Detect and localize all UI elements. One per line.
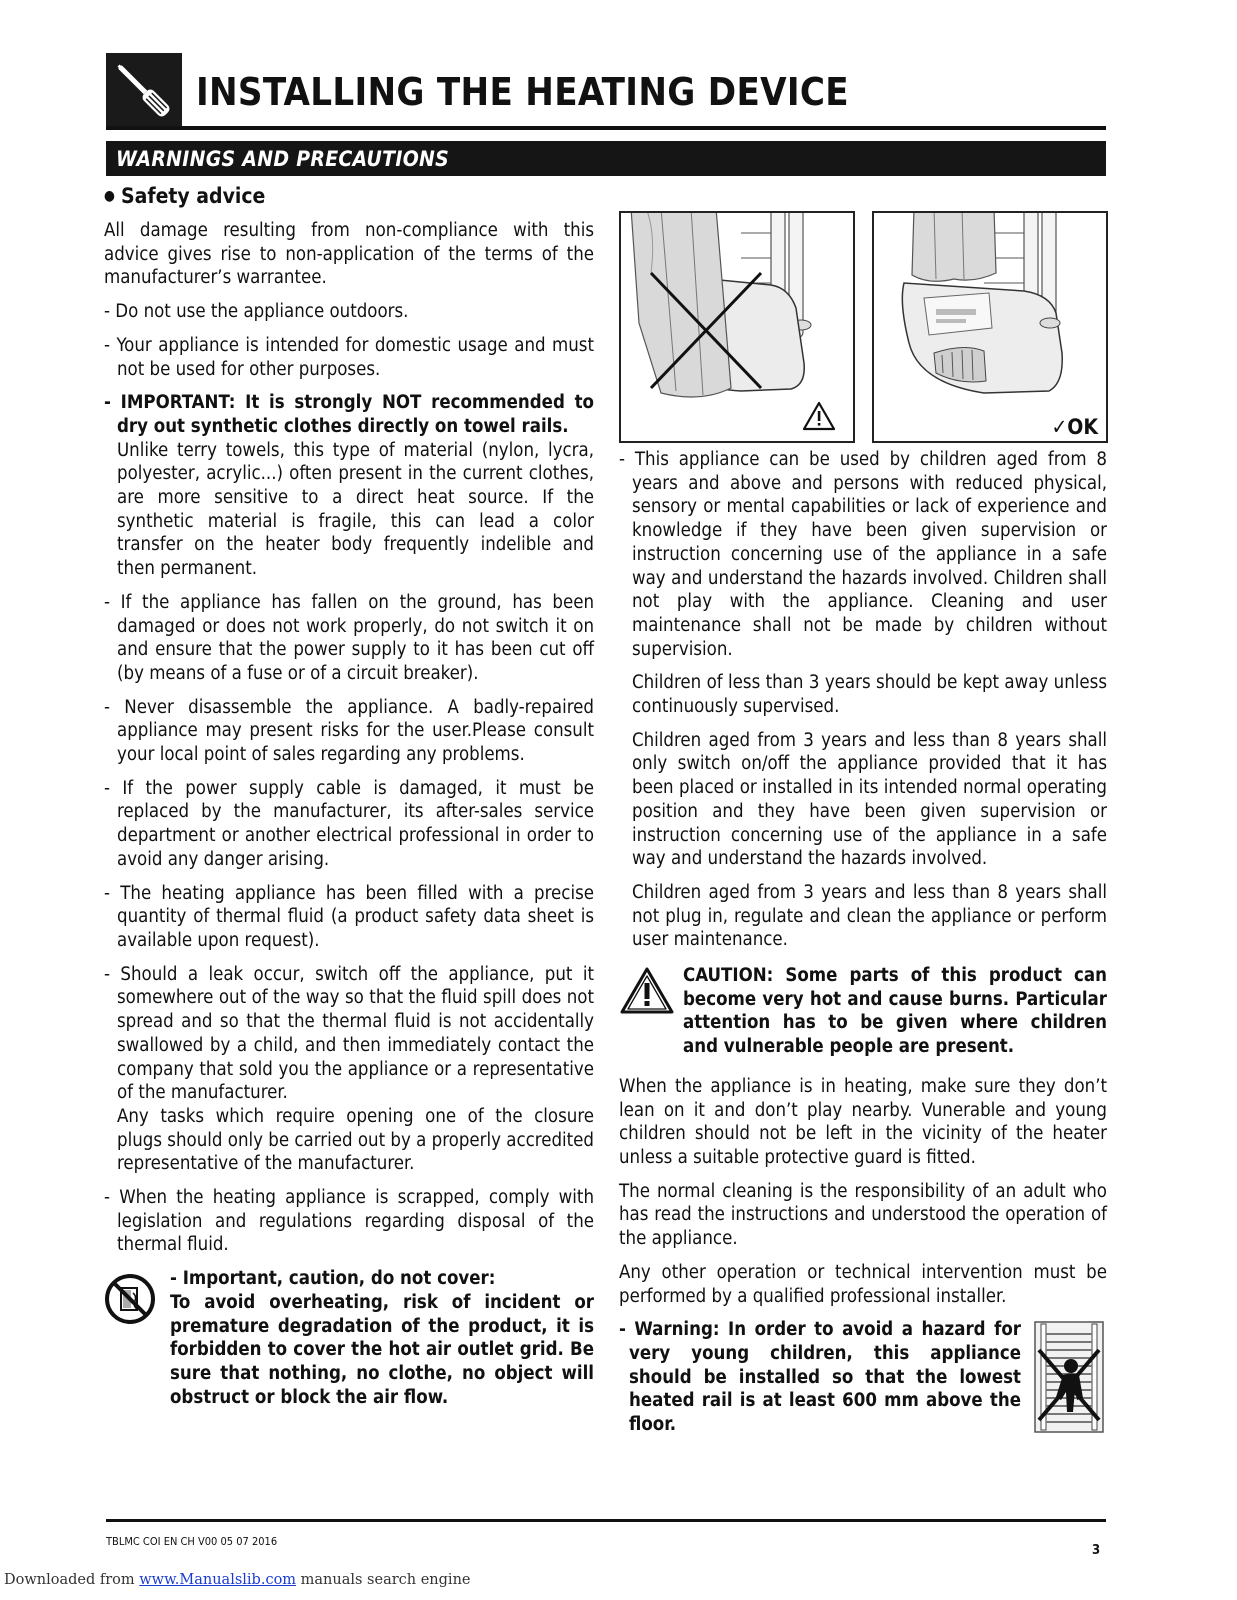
- do-not-cover-block: [104, 1267, 594, 1409]
- page-number: 3: [1092, 1543, 1101, 1558]
- heating-paragraph: When the appliance is in heating, make sure they don’t lean on it and don’t play nearby. Vunerable and young children should not be left in the vicinity of the heater unless a suitable protective guard is fitted.: [619, 1075, 1107, 1168]
- caution-text: CAUTION: Some parts of this product can become very hot and cause burns. Particular attention has to be given where children and vulnerable people are present.: [683, 965, 1107, 1058]
- children-3to8-b: Children aged from 3 years and less than 8 years shall not plug in, regulate and clean the appliance or perform user maintenance.: [632, 881, 1107, 951]
- height-warning-text: - Warning: In order to avoid a hazard for very young children, this appliance should be installed so that the lowest heated rail is at least 600 mm above the floor.: [619, 1319, 1021, 1436]
- list-item: - Your appliance is intended for domestic usage and must not be used for other purposes.: [104, 334, 594, 380]
- page-title: INSTALLING THE HEATING DEVICE: [196, 70, 849, 114]
- list-item: - The heating appliance has been filled with a precise quantity of thermal fluid (a product safety data sheet is available upon request).: [104, 882, 594, 951]
- important-item: [104, 391, 594, 581]
- list-item: - Never disassemble the appliance. A badly-repaired appliance may present risks for the user.Please consult your local point of sales regarding any problems.: [104, 696, 594, 766]
- list-item: - Do not use the appliance outdoors.: [104, 301, 409, 323]
- footer-rule: [106, 1519, 1106, 1522]
- caution-block: [619, 964, 1107, 1059]
- children-3to8-a: Children aged from 3 years and less than 8 years shall only switch on/off the appliance provided that it has been placed or installed in its intended normal operating position and they have been given supervision or instruction concerning use of the appliance in a safe way and understand the hazards involved.: [632, 729, 1107, 870]
- height-warning-block: [619, 1318, 1107, 1437]
- cover-body: To avoid overheating, risk of incident or premature degradation of the product, it is forbidden to cover the hot air outlet grid. Be sure that nothing, no clothe, no object will obstruct or block the air flow.: [170, 1291, 594, 1408]
- download-notice: Downloaded from www.Manualslib.com manuals search engine: [4, 1572, 471, 1588]
- manualslib-link[interactable]: www.Manualslib.com: [139, 1572, 297, 1588]
- children-paragraph: - This appliance can be used by children aged from 8 years and above and persons with reduced physical, sensory or mental capabilities or lack of experience and knowledge if they have been given supervision or instruction concerning use of the appliance in a safe way and understand the hazards involved. Children shall not play with the appliance. Cleaning and user maintenance shall not be made by children without supervision.: [619, 449, 1107, 660]
- important-bold: - IMPORTANT: It is strongly NOT recommended to dry out synthetic clothes directly on towel rails.: [104, 392, 594, 437]
- towel-rail-correct-image: [872, 211, 1108, 443]
- leak-item: - Should a leak occur, switch off the appliance, put it somewhere out of the way so that the fluid spill does not spread and so that the thermal fluid is not accidentally swallowed by a child, and then immediately contact the company that sold you the appliance or a representative of the manufacturer.: [104, 963, 594, 1104]
- bullet-icon: ●: [104, 188, 115, 204]
- leak-continued: Any tasks which require opening one of the closure plugs should only be carried out by a properly accredited representative of the manufacturer.: [117, 1105, 594, 1175]
- left-column: [104, 182, 594, 1409]
- safety-advice-heading: ● Safety advice: [104, 184, 266, 208]
- section-title: WARNINGS AND PRECAUTIONS: [116, 147, 450, 171]
- list-item: - If the appliance has fallen on the ground, has been damaged or does not work properly, do not switch it on and ensure that the power supply to it has been cut off (by means of a fuse or of a circuit breaker).: [104, 591, 594, 684]
- towel-rail-child-icon: [1031, 1320, 1107, 1434]
- do-not-cover-icon: [104, 1273, 156, 1325]
- towel-rail-wrong-image: [619, 211, 855, 443]
- do-not-cover-text: [170, 1267, 594, 1409]
- warning-triangle-icon: [619, 966, 675, 1016]
- list-item: - If the power supply cable is damaged, it must be replaced by the manufacturer, its after-sales service department or another electrical professional in order to avoid any danger arising.: [104, 777, 594, 870]
- check-icon: ✓: [1051, 415, 1068, 439]
- ok-label: ✓OK: [1051, 415, 1098, 439]
- important-rest: Unlike terry towels, this type of material (nylon, lycra, polyester, acrylic...) often present in the current clothes, are more sensitive to a direct heat source. If the synthetic material is fragile, this can lead a color transfer on the heater body frequently indelible and then permanent.: [117, 439, 594, 580]
- header-rule: [106, 126, 1106, 130]
- right-column: [619, 448, 1107, 1437]
- intro-paragraph: All damage resulting from non-compliance with this advice gives rise to non-application of the terms of the manufacturer’s warrantee.: [104, 220, 594, 289]
- list-item: - When the heating appliance is scrapped, comply with legislation and regulations regarding disposal of the thermal fluid.: [104, 1187, 594, 1256]
- document-code: TBLMC COI EN CH V00 05 07 2016: [106, 1535, 278, 1548]
- other-paragraph: Any other operation or technical intervention must be performed by a qualified professional installer.: [619, 1261, 1107, 1307]
- list-item: [104, 963, 594, 1176]
- screwdriver-icon: [106, 53, 182, 129]
- children-under3: Children of less than 3 years should be kept away unless continuously supervised.: [632, 672, 1107, 718]
- cover-title: - Important, caution, do not cover:: [170, 1268, 496, 1290]
- cleaning-paragraph: The normal cleaning is the responsibility of an adult who has read the instructions and understood the operation of the appliance.: [619, 1180, 1107, 1250]
- warning-triangle-icon: [804, 403, 834, 429]
